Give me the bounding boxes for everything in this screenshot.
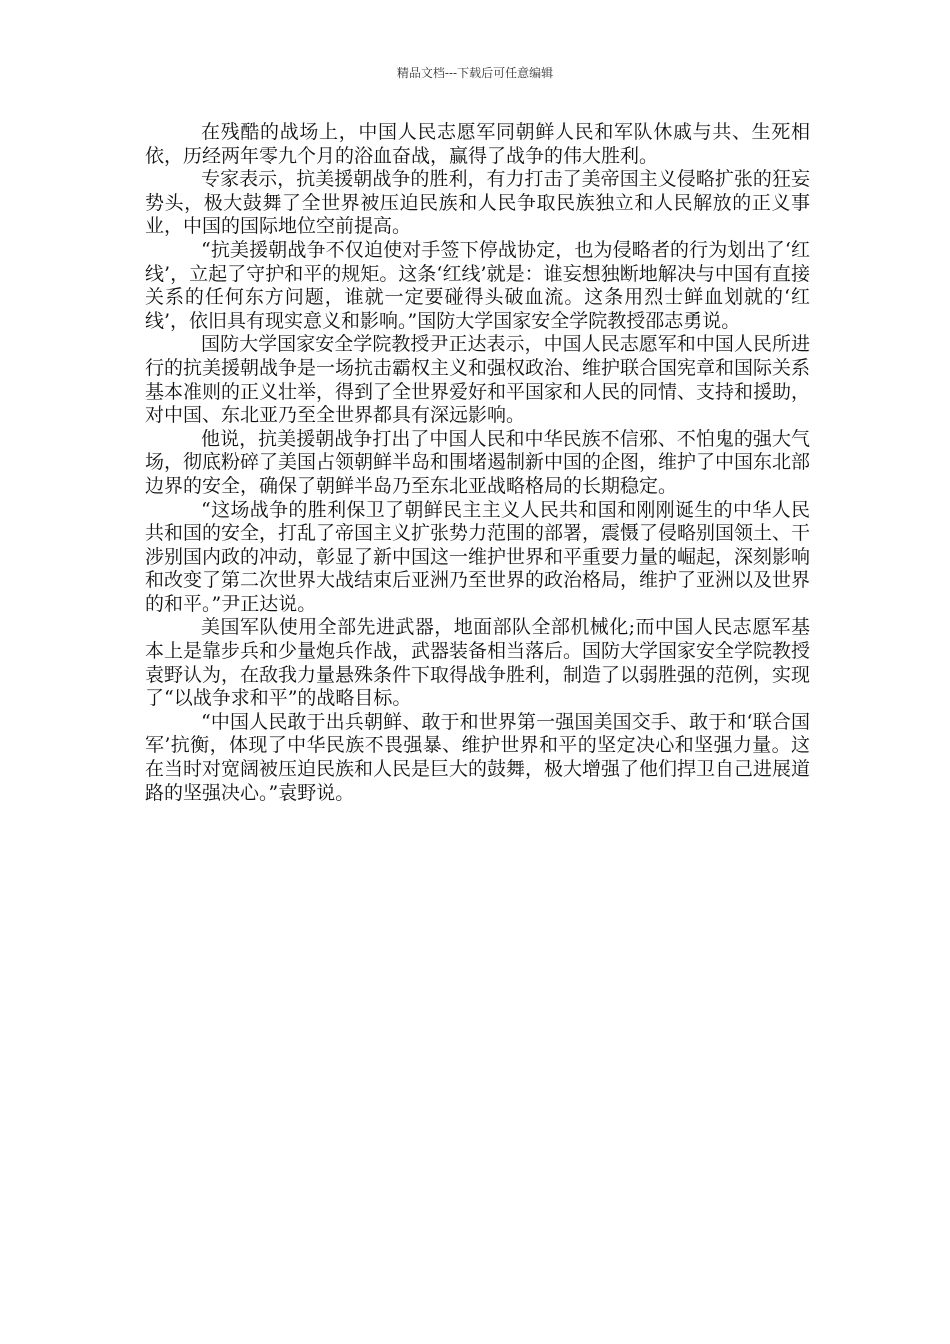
page-header: 精品文档---下载后可任意编辑	[396, 66, 554, 80]
paragraph: “中国人民敢于出兵朝鲜、敢于和世界第一强国美国交手、敢于和‘联合国军’抗衡，体现了中华民族不畏强暴、维护世界和平的坚定决心和坚强力量。这在当时对宽阔被压迫民族和人民是巨大的鼓舞，极大增强了他们捍卫自己进展道路的坚强决心。”袁野说。	[145, 710, 811, 804]
paragraph: “抗美援朝战争不仅迫使对手签下停战协定，也为侵略者的行为划出了‘红线’，立起了守护和平的规矩。这条‘红线’就是：谁妄想独断地解决与中国有直接关系的任何东方问题，谁就一定要碰得头破血流。这条用烈士鲜血划就的‘红线’，依旧具有现实意义和影响。”国防大学国家安全学院教授邵志勇说。	[145, 238, 810, 332]
paragraph: 他说，抗美援朝战争打出了中国人民和中华民族不信邪、不怕鬼的强大气场，彻底粉碎了美国占领朝鲜半岛和围堵遏制新中国的企图，维护了中国东北部边界的安全，确保了朝鲜半岛乃至东北亚战略格局的长期稳定。	[145, 427, 811, 497]
paragraph: 国防大学国家安全学院教授尹正达表示，中国人民志愿军和中国人民所进行的抗美援朝战争是一场抗击霸权主义和强权政治、维护联合国宪章和国际关系基本准则的正义壮举，得到了全世界爱好和平国家和人民的同情、支持和援助，对中国、东北亚乃至全世界都具有深远影响。	[145, 333, 811, 427]
paragraph: 在残酷的战场上，中国人民志愿军同朝鲜人民和军队休戚与共、生死相依，历经两年零九个月的浴血奋战，赢得了战争的伟大胜利。	[145, 121, 810, 167]
paragraph: “这场战争的胜利保卫了朝鲜民主主义人民共和国和刚刚诞生的中华人民共和国的安全，打乱了帝国主义扩张势力范围的部署，震慑了侵略别国领土、干涉别国内政的冲动，彰显了新中国这一维护世界和平重要力量的崛起，深刻影响和改变了第二次世界大战结束后亚洲乃至世界的政治格局，维护了亚洲以及世界的和平。”尹正达说。	[145, 498, 811, 615]
paragraph: 专家表示，抗美援朝战争的胜利，有力打击了美帝国主义侵略扩张的狂妄势头，极大鼓舞了全世界被压迫民族和人民争取民族独立和人民解放的正义事业，中国的国际地位空前提高。	[145, 168, 810, 238]
article-body	[145, 121, 810, 805]
paragraph: 美国军队使用全部先进武器，地面部队全部机械化;而中国人民志愿军基本上是靠步兵和少量炮兵作战，武器装备相当落后。国防大学国家安全学院教授袁野认为，在敌我力量悬殊条件下取得战争胜利，制造了以弱胜强的范例，实现了“以战争求和平”的战略目标。	[145, 616, 811, 710]
